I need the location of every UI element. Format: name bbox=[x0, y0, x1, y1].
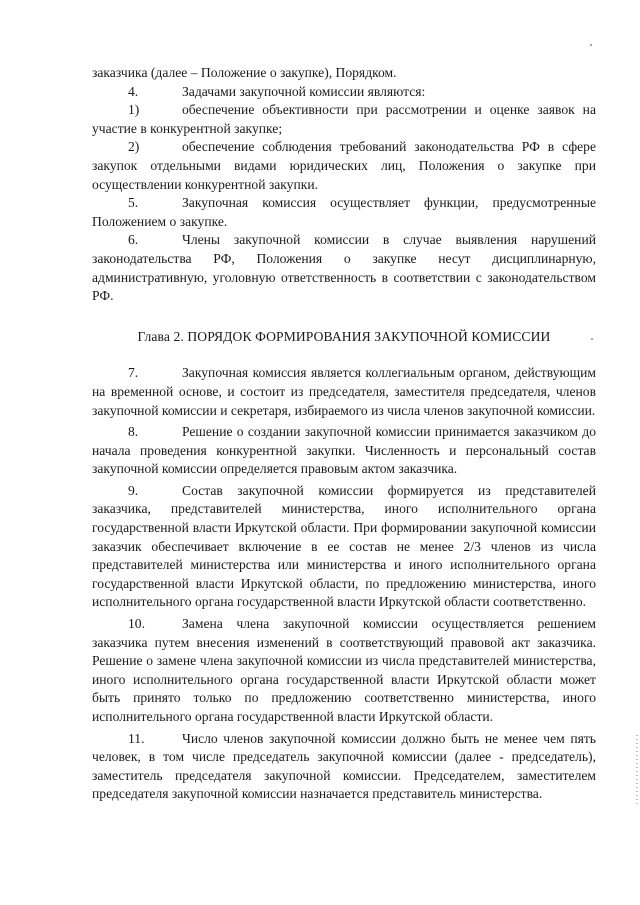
chapter-heading: Глава 2. ПОРЯДОК ФОРМИРОВАНИЯ ЗАКУПОЧНОЙ КОМИССИИ bbox=[137, 328, 551, 344]
item-number: 6. bbox=[128, 232, 139, 248]
scan-edge-marks bbox=[636, 735, 638, 805]
item-number: 4. bbox=[128, 83, 139, 99]
item-text: обеспечение объективности при рассмотрении и оценке заявок на участие в конкурентной закупке; bbox=[92, 102, 596, 136]
item-text: Решение о создании закупочной комиссии принимается заказчиком до начала проведения конкурентной закупки. Численность и персональный состав закупочной комиссии определяется правовым актом заказчика. bbox=[92, 424, 596, 477]
item-number: 2) bbox=[128, 139, 140, 155]
list-item bbox=[92, 138, 596, 194]
scan-speck bbox=[590, 44, 592, 46]
item-number: 11. bbox=[128, 730, 145, 746]
item-text: Закупочная комиссия осуществляет функции, предусмотренные Положением о закупке. bbox=[92, 195, 596, 229]
document-body bbox=[92, 64, 596, 804]
item-number: 10. bbox=[128, 616, 145, 632]
item-number: 5. bbox=[128, 195, 139, 211]
items-before-list bbox=[92, 83, 596, 306]
list-item bbox=[92, 482, 596, 612]
item-text: Число членов закупочной комиссии должно быть не менее чем пять человек, в том числе председатель закупочной комиссии (далее - председатель), заместитель председателя закупочной комиссии. Председателем, заместителем председателя закупочной комиссии назначается представитель министерства. bbox=[92, 730, 596, 802]
item-number: 9. bbox=[128, 482, 139, 498]
item-number: 1) bbox=[128, 102, 140, 118]
item-text: Состав закупочной комиссии формируется из представителей заказчика, представителей министерства, иного исполнительного органа государственной власти Иркутской области. При формировании закупочной комиссии заказчик обеспечивает включение в ее состав не менее 2/3 членов из числа представителей министерства или министерства и иного исполнительного органа государственной власти Иркутской области, по предложению министерства, иного исполнительного органа государственной власти Иркутской области соответственно. bbox=[92, 482, 596, 610]
list-item bbox=[92, 364, 596, 420]
intro-line: заказчика (далее – Положение о закупке), Порядком. bbox=[92, 65, 397, 80]
item-text: обеспечение соблюдения требований законодательства РФ в сфере закупок отдельными видами юридических лиц, Положения о закупке при осуществлении конкурентной закупки. bbox=[92, 139, 596, 192]
list-item bbox=[92, 101, 596, 138]
items-after-list bbox=[92, 364, 596, 804]
list-item bbox=[92, 231, 596, 305]
item-number: 7. bbox=[128, 365, 139, 381]
list-item bbox=[92, 423, 596, 479]
item-text: Замена члена закупочной комиссии осуществляется решением заказчика путем внесения изменений в соответствующий правовой акт заказчика. Решение о замене члена закупочной комиссии из числа представителей министерства, иного исполнительного органа государственной власти Иркутской области может быть принято только по предложению соответственно министерства, иного исполнительного органа государственной власти Иркутской области. bbox=[92, 616, 596, 724]
list-item bbox=[92, 83, 596, 102]
item-number: 8. bbox=[128, 424, 139, 440]
list-item bbox=[92, 615, 596, 727]
list-item bbox=[92, 194, 596, 231]
item-text: Члены закупочной комиссии в случае выявления нарушений законодательства РФ, Положения о закупке несут дисциплинарную, административную, уголовную ответственность в соответствии с законодательством РФ. bbox=[92, 232, 596, 304]
list-item bbox=[92, 730, 596, 804]
item-text: Задачами закупочной комиссии являются: bbox=[182, 83, 426, 99]
item-text: Закупочная комиссия является коллегиальным органом, действующим на временной основе, и состоит из председателя, заместителя председателя, членов закупочной комиссии и секретаря, избираемого из числа членов закупочной комиссии. bbox=[92, 365, 596, 418]
